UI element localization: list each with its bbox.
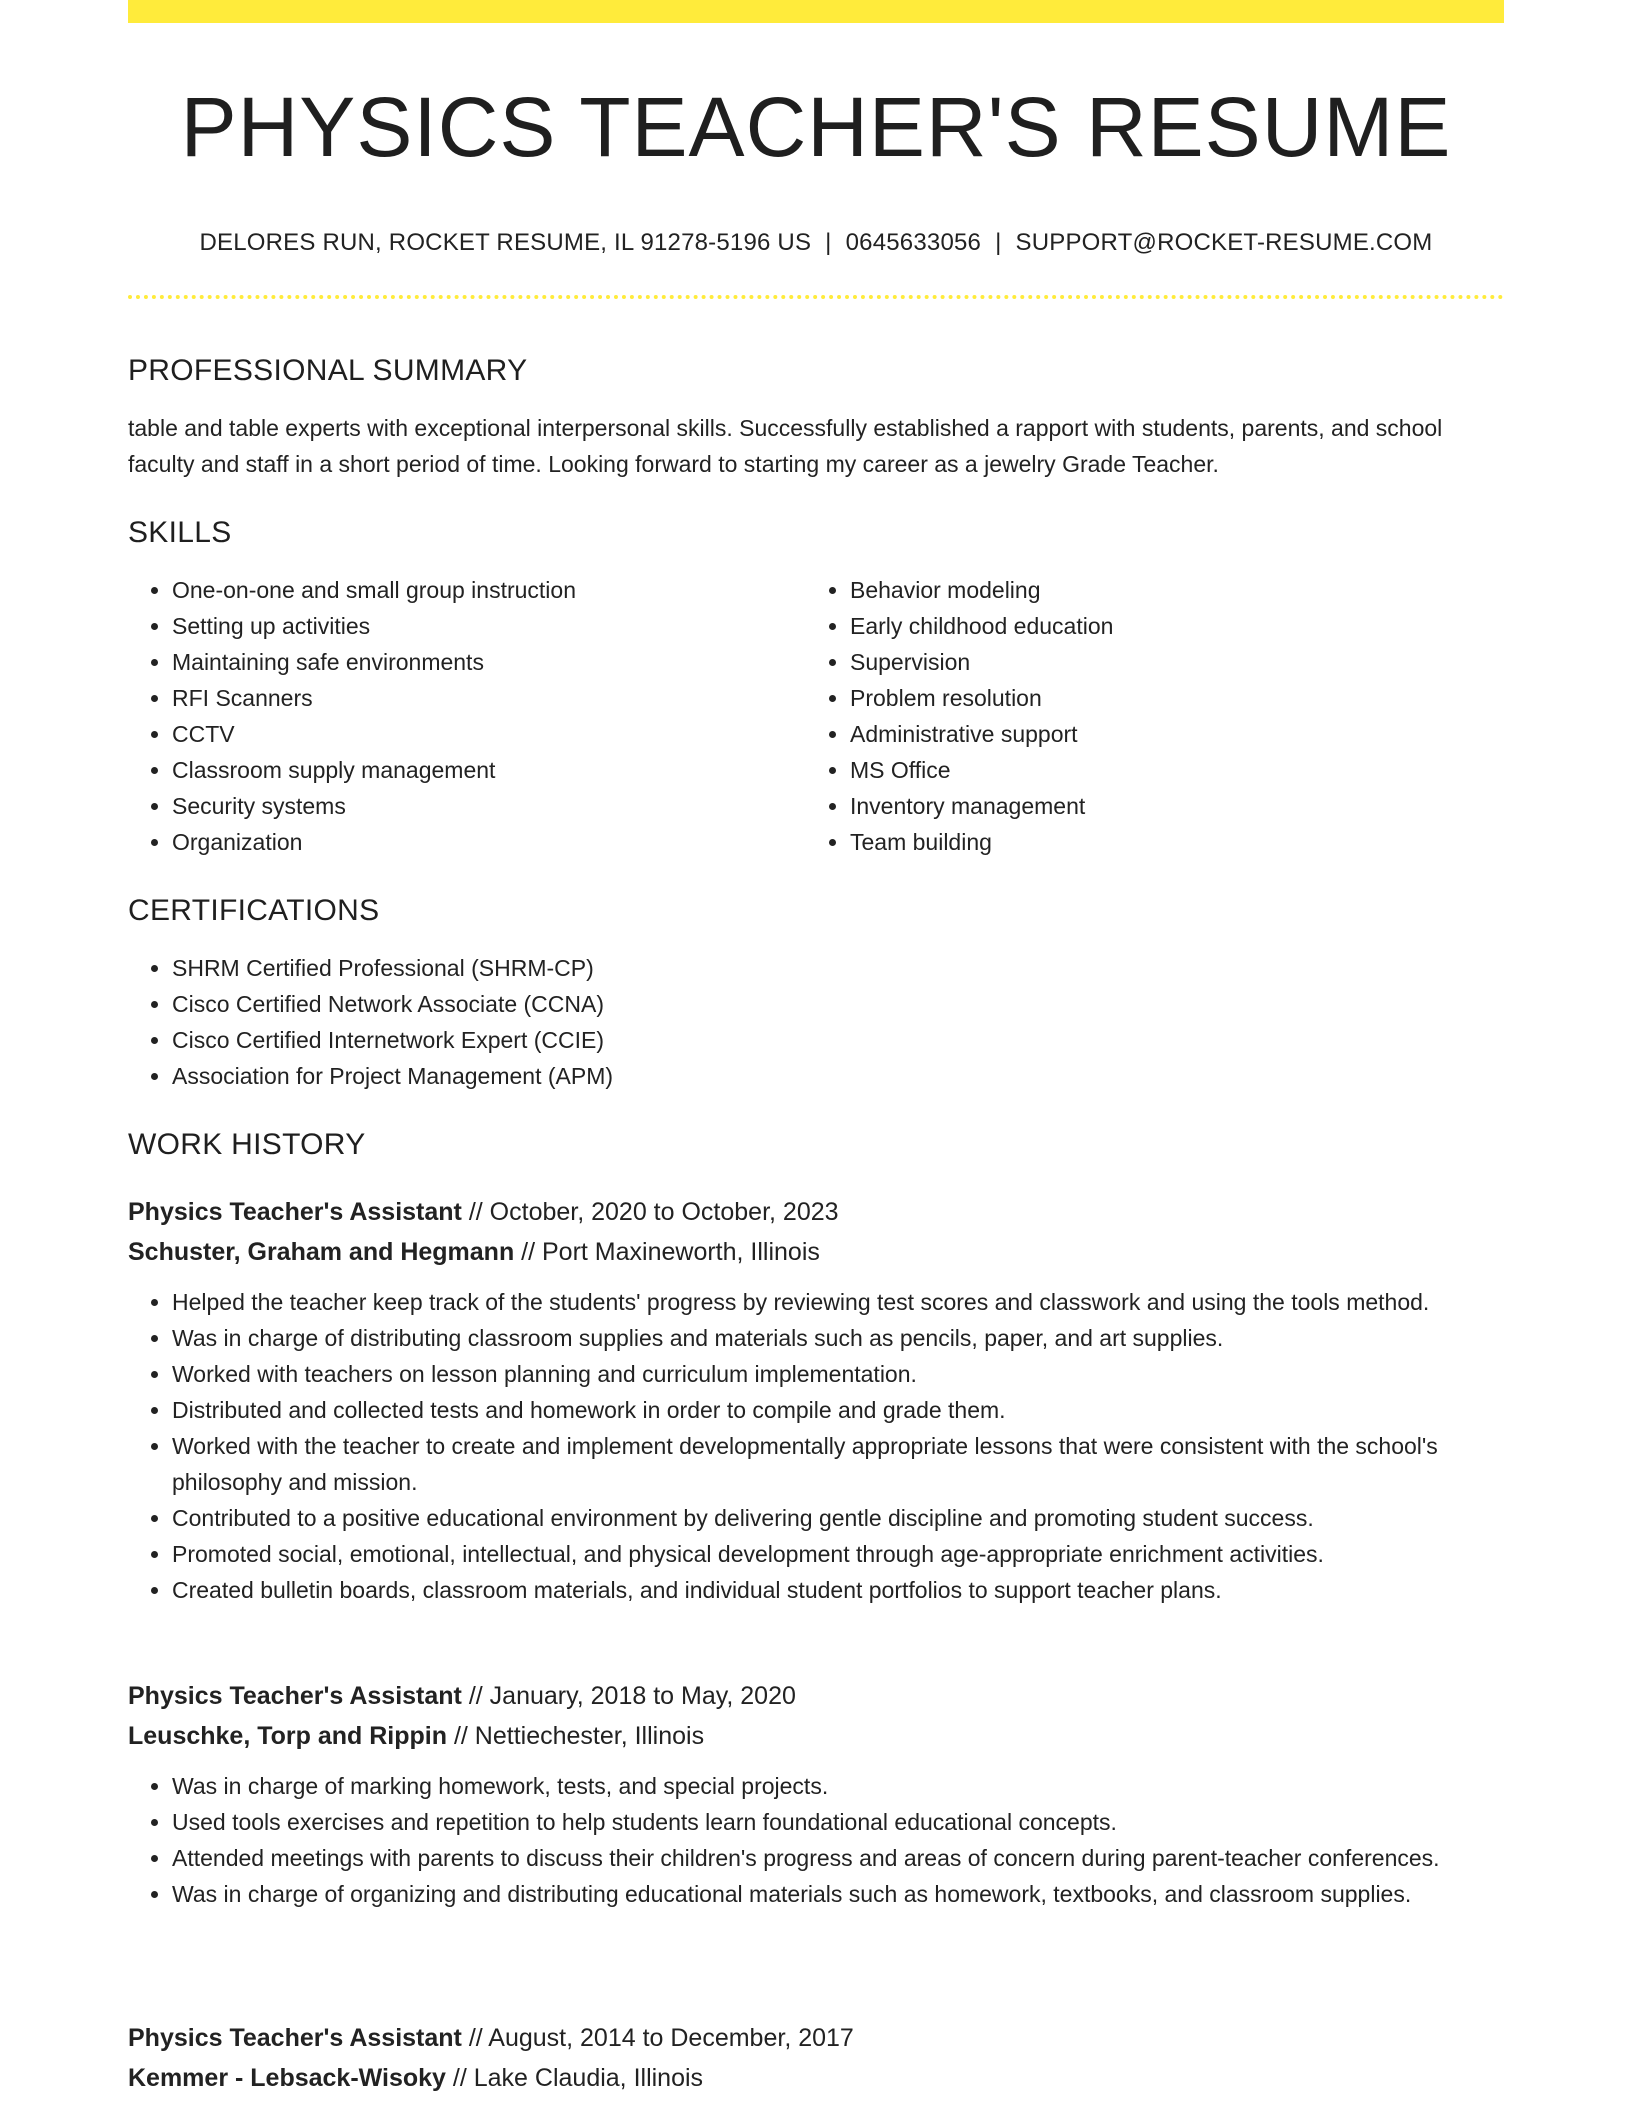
certifications-section [128,896,1504,1094]
skill-item: • CCTV [172,716,806,752]
job-bullet: • Worked with teachers on lesson planning and curriculum implementation. [172,1356,1504,1392]
skill-item: • Setting up activities [172,608,806,644]
job-bullet: • Was in charge of organizing and distributing educational materials such as homework, textbooks, and classroom supplies. [172,1876,1504,1912]
job-company-line [128,2058,1504,2098]
job-bullets [128,1284,1504,1608]
job-bullet: • Created bulletin boards, classroom materials, and individual student portfolios to support teacher plans. [172,1572,1504,1608]
skills-columns [128,572,1504,860]
work-history-section [128,1130,1504,1160]
job-bullet: • Distributed and collected tests and homework in order to compile and grade them. [172,1392,1504,1428]
skill-item: • Problem resolution [850,680,1528,716]
skills-section [128,518,1504,860]
skill-item: • Maintaining safe environments [172,644,806,680]
job-dates: // October, 2020 to October, 2023 [461,1198,839,1226]
work-history-heading: WORK HISTORY [128,1128,366,1161]
summary-heading: PROFESSIONAL SUMMARY [128,354,528,387]
job-dates: // January, 2018 to May, 2020 [461,1682,796,1710]
certification-item: • Association for Project Management (APM) [172,1058,1504,1094]
job-title: Physics Teacher's Assistant [128,1682,462,1710]
job-title-line [128,1676,1504,1716]
skill-item: • Early childhood education [850,608,1528,644]
job-entry [128,2018,1504,2098]
skill-item: • Inventory management [850,788,1528,824]
skill-item: • Organization [172,824,806,860]
summary-text: table and table experts with exceptional interpersonal skills. Successfully established a rapport with students, parents, and school faculty and staff in a short period of time. Looking forward to starting my career as a jewelry Grade Teacher. [128,415,1443,477]
resume-title: PHYSICS TEACHER'S RESUME [180,80,1452,174]
certification-item: • SHRM Certified Professional (SHRM-CP) [172,950,1504,986]
skill-item: • RFI Scanners [172,680,806,716]
skills-heading: SKILLS [128,516,232,549]
summary-section [128,356,1504,482]
skills-list-right [806,572,1528,860]
skill-item: • Security systems [172,788,806,824]
skill-item: • Classroom supply management [172,752,806,788]
job-company-line [128,1232,1504,1272]
job-bullets [128,1768,1504,1912]
job-bullet: • Used tools exercises and repetition to help students learn foundational educational concepts. [172,1804,1504,1840]
job-entry [128,1676,1504,1912]
job-location: // Port Maxineworth, Illinois [514,1238,820,1266]
job-title: Physics Teacher's Assistant [128,2024,462,2052]
header-divider [128,295,1504,299]
skill-item: • One-on-one and small group instruction [172,572,806,608]
job-bullet: • Was in charge of marking homework, tests, and special projects. [172,1768,1504,1804]
job-bullet: • Worked with the teacher to create and implement developmentally appropriate lessons that were consistent with the school's philosophy and mission. [172,1428,1504,1500]
job-title-line [128,1192,1504,1232]
contact-address: DELORES RUN, ROCKET RESUME, IL 91278-5196 US [199,229,812,256]
skill-item: • Behavior modeling [850,572,1528,608]
contact-email: SUPPORT@ROCKET-RESUME.COM [1015,229,1433,256]
job-dates: // August, 2014 to December, 2017 [461,2024,854,2052]
job-bullet: • Helped the teacher keep track of the students' progress by reviewing test scores and classwork and using the tools method. [172,1284,1504,1320]
job-bullet: • Attended meetings with parents to discuss their children's progress and areas of concern during parent-teacher conferences. [172,1840,1504,1876]
job-company: Leuschke, Torp and Rippin [128,1722,448,1750]
skill-item: • Administrative support [850,716,1528,752]
job-bullet: • Was in charge of distributing classroom supplies and materials such as pencils, paper, and art supplies. [172,1320,1504,1356]
contact-separator: | [825,229,832,256]
certification-item: • Cisco Certified Internetwork Expert (CCIE) [172,1022,1504,1058]
job-title-line [128,2018,1504,2058]
job-company-line [128,1716,1504,1756]
skill-item: • Supervision [850,644,1528,680]
skill-item: • MS Office [850,752,1528,788]
certification-item: • Cisco Certified Network Associate (CCNA) [172,986,1504,1022]
certifications-list [128,950,1504,1094]
contact-separator: | [995,229,1002,256]
job-bullet: • Promoted social, emotional, intellectual, and physical development through age-appropriate enrichment activities. [172,1536,1504,1572]
job-entry [128,1192,1504,1608]
contact-line [128,231,1504,255]
skills-list-left [128,572,806,860]
job-bullet: • Contributed to a positive educational environment by delivering gentle discipline and promoting student success. [172,1500,1504,1536]
certifications-heading: CERTIFICATIONS [128,894,380,927]
resume-page [128,0,1504,2092]
job-company: Schuster, Graham and Hegmann [128,1238,515,1266]
job-location: // Nettiechester, Illinois [447,1722,705,1750]
top-accent-bar [128,0,1504,23]
job-title: Physics Teacher's Assistant [128,1198,462,1226]
skill-item: • Team building [850,824,1528,860]
job-location: // Lake Claudia, Illinois [445,2064,704,2092]
contact-phone: 0645633056 [845,229,982,256]
job-company: Kemmer - Lebsack-Wisoky [128,2064,446,2092]
